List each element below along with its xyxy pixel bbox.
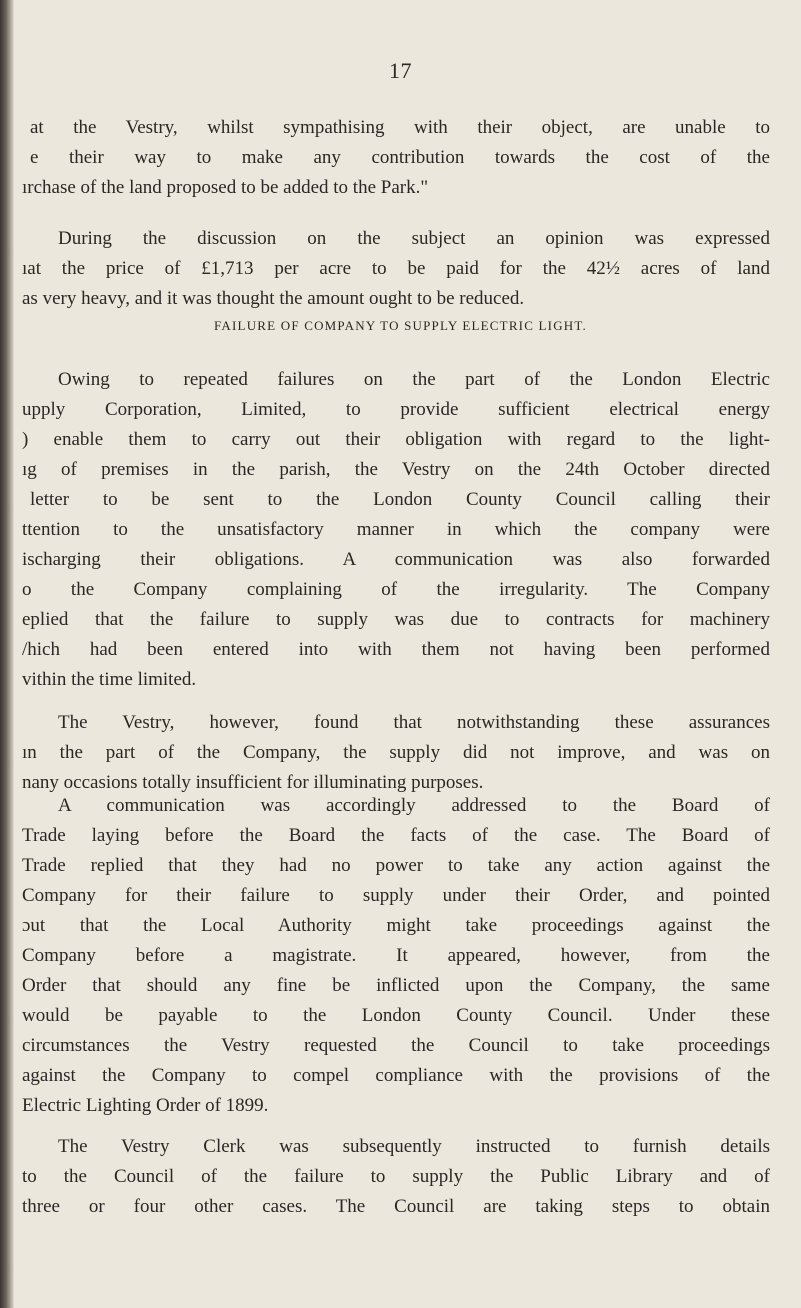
text-line: ttention to the unsatisfactory manner in which the company were: [22, 519, 770, 540]
text-line: Trade replied that they had no power to take any action against the: [22, 855, 770, 876]
text-line: nany occasions totally insufficient for illuminating purposes.: [22, 772, 484, 793]
paragraph-electric-failures: [22, 365, 770, 695]
text-line: /hich had been entered into with them not having been performed: [22, 639, 770, 660]
text-line: ɔut that the Local Authority might take proceedings against the: [22, 915, 770, 936]
text-line: ırchase of the land proposed to be added to the Park.": [22, 177, 429, 198]
text-line: to the Council of the failure to supply the Public Library and of: [22, 1166, 770, 1187]
text-line: ıat the price of £1,713 per acre to be paid for the 42½ acres of land: [22, 258, 770, 279]
text-line: Order that should any fine be inflicted upon the Company, the same: [22, 975, 770, 996]
text-line: eplied that the failure to supply was due to contracts for machinery: [22, 609, 770, 630]
text-line: The Vestry Clerk was subsequently instructed to furnish details: [58, 1136, 770, 1157]
text-line: circumstances the Vestry requested the Council to take proceedings: [22, 1035, 770, 1056]
paragraph-vestry-clerk: [22, 1132, 770, 1222]
text-line: at the Vestry, whilst sympathising with their object, are unable to: [30, 117, 770, 138]
text-line: ın the part of the Company, the supply did not improve, and was on: [22, 742, 770, 763]
text-line: ) enable them to carry out their obligation with regard to the light-: [22, 429, 770, 450]
text-line: Company before a magistrate. It appeared, however, from the: [22, 945, 770, 966]
text-line: A communication was accordingly addressed to the Board of: [58, 795, 770, 816]
binding-edge: [0, 0, 14, 1308]
text-line: vithin the time limited.: [22, 669, 197, 690]
paragraph-board-of-trade: [22, 791, 770, 1121]
paragraph-vestry-contribution: [22, 113, 770, 203]
text-line: o the Company complaining of the irregularity. The Company: [22, 579, 770, 600]
paragraph-land-price-discussion: [22, 224, 770, 314]
text-line: would be payable to the London County Council. Under these: [22, 1005, 770, 1026]
text-line: ıg of premises in the parish, the Vestry on the 24th October directed: [22, 459, 770, 480]
text-line: ischarging their obligations. A communication was also forwarded: [22, 549, 770, 570]
text-line: During the discussion on the subject an opinion was expressed: [58, 228, 770, 249]
text-line: letter to be sent to the London County Council calling their: [30, 489, 770, 510]
text-line: e their way to make any contribution towards the cost of the: [30, 147, 770, 168]
text-line: Electric Lighting Order of 1899.: [22, 1095, 269, 1116]
text-line: The Vestry, however, found that notwithstanding these assurances: [58, 712, 770, 733]
text-line: as very heavy, and it was thought the amount ought to be reduced.: [22, 288, 525, 309]
section-heading: FAILURE OF COMPANY TO SUPPLY ELECTRIC LIGHT.: [213, 318, 588, 333]
page-number: 17: [389, 58, 412, 83]
text-line: Trade laying before the Board the facts of the case. The Board of: [22, 825, 770, 846]
text-line: upply Corporation, Limited, to provide sufficient electrical energy: [22, 399, 770, 420]
paragraph-supply-not-improved: [22, 708, 770, 798]
text-line: Owing to repeated failures on the part of the London Electric: [58, 369, 770, 390]
text-line: against the Company to compel compliance with the provisions of the: [22, 1065, 770, 1086]
text-line: three or four other cases. The Council are taking steps to obtain: [22, 1196, 770, 1217]
text-line: Company for their failure to supply under their Order, and pointed: [22, 885, 770, 906]
